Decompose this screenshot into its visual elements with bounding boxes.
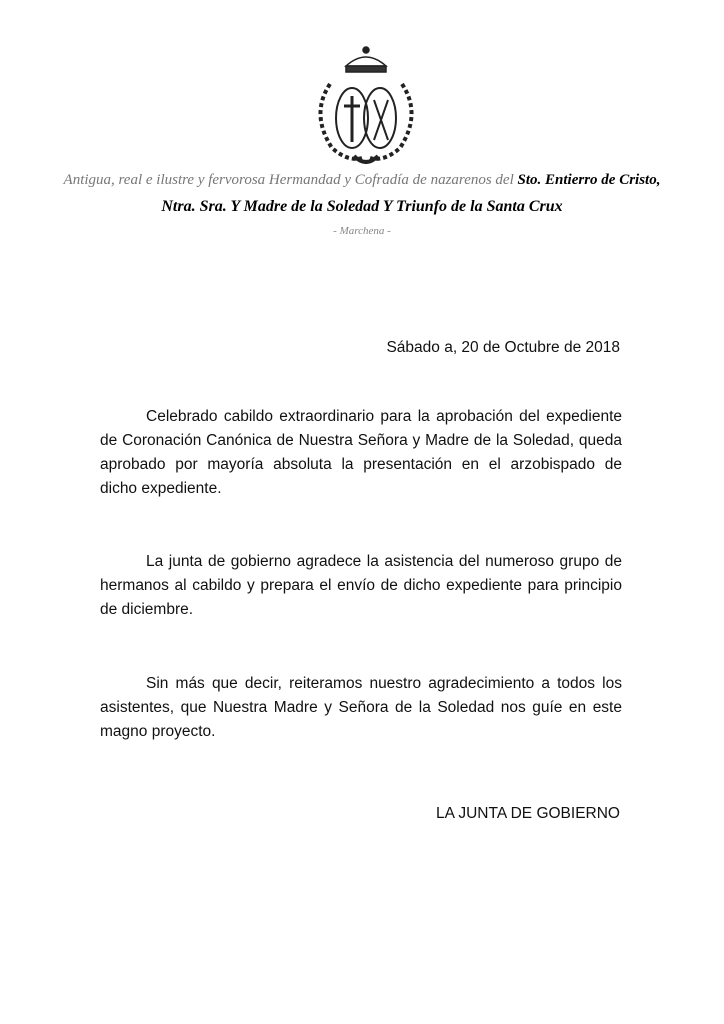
text-line: aprobado por mayoría absoluta la presentación en el arzobispado de: [100, 456, 622, 473]
brotherhood-name-line-2: Ntra. Sra. Y Madre de la Soledad Y Triunfo de la Santa Crux: [161, 198, 563, 215]
signature: LA JUNTA DE GOBIERNO: [435, 805, 620, 822]
text-line: hermanos al cabildo y prepara el envío de dicho expediente para principio: [100, 577, 622, 594]
paragraph-1: [100, 405, 622, 501]
letter-date: Sábado a, 20 de Octubre de 2018: [386, 339, 620, 356]
paragraph-3: [100, 672, 622, 744]
brotherhood-name-text: Antigua, real e ilustre y fervorosa Hermandad y Cofradía de nazarenos del: [63, 172, 514, 188]
brotherhood-crest-logo: [296, 44, 436, 170]
brotherhood-name-line-1: [0, 170, 724, 190]
text-line: Sin más que decir, reiteramos nuestro agradecimiento a todos los: [146, 675, 622, 692]
text-line: de diciembre.: [100, 601, 194, 618]
text-line: La junta de gobierno agradece la asistencia del numeroso grupo de: [146, 553, 622, 570]
brotherhood-title-bold: Sto. Entierro de Cristo,: [517, 172, 661, 188]
text-line: asistentes, que Nuestra Madre y Señora de la Soledad nos guíe en este: [100, 699, 622, 716]
text-line: de Coronación Canónica de Nuestra Señora y Madre de la Soledad, queda: [100, 432, 622, 449]
text-line: Celebrado cabildo extraordinario para la aprobación del expediente: [146, 408, 622, 425]
town-name: - Marchena -: [333, 225, 391, 237]
text-line: dicho expediente.: [100, 480, 222, 497]
text-line: magno proyecto.: [100, 723, 216, 740]
paragraph-2: [100, 550, 622, 622]
